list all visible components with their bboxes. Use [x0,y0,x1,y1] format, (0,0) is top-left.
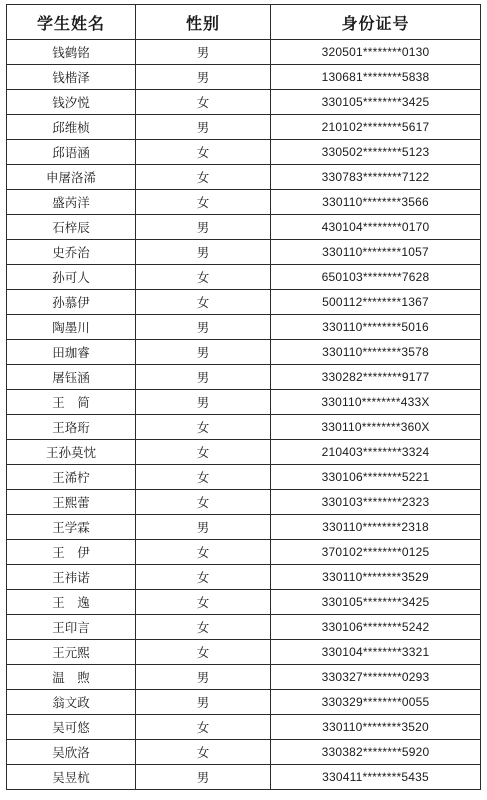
gender-cell: 女 [136,640,271,665]
gender-cell: 男 [136,240,271,265]
table-body [7,40,481,790]
table-row [7,90,481,115]
table-row [7,40,481,65]
gender-cell: 女 [136,415,271,440]
student-name-cell: 邱语涵 [7,140,136,165]
id-number-cell: 330110********3520 [271,715,481,740]
student-roster-sheet [6,4,480,790]
table-row [7,715,481,740]
table-row [7,215,481,240]
student-name-cell: 吴昱杭 [7,765,136,790]
gender-cell: 男 [136,390,271,415]
gender-cell: 男 [136,115,271,140]
student-name-cell: 王祎诺 [7,565,136,590]
student-name-cell: 田珈睿 [7,340,136,365]
table-row [7,165,481,190]
student-name-cell: 王孙莫忱 [7,440,136,465]
table-row [7,315,481,340]
gender-cell: 男 [136,215,271,240]
table-row [7,290,481,315]
id-number-cell: 330106********5242 [271,615,481,640]
table-row [7,240,481,265]
table-row [7,765,481,790]
table-row [7,390,481,415]
student-name-cell: 邱维桢 [7,115,136,140]
student-name-cell: 孙可人 [7,265,136,290]
header-student-name: 学生姓名 [7,5,136,40]
student-table [6,4,481,790]
student-name-cell: 王 简 [7,390,136,415]
table-row [7,65,481,90]
id-number-cell: 330411********5435 [271,765,481,790]
student-name-cell: 翁文政 [7,690,136,715]
table-row [7,265,481,290]
id-number-cell: 330110********2318 [271,515,481,540]
table-row [7,140,481,165]
gender-cell: 女 [136,290,271,315]
gender-cell: 男 [136,665,271,690]
gender-cell: 男 [136,65,271,90]
id-number-cell: 210102********5617 [271,115,481,140]
gender-cell: 男 [136,690,271,715]
id-number-cell: 330110********433X [271,390,481,415]
gender-cell: 男 [136,365,271,390]
student-name-cell: 钱汐悦 [7,90,136,115]
student-name-cell: 申屠洛浠 [7,165,136,190]
gender-cell: 男 [136,515,271,540]
student-name-cell: 钱楷泽 [7,65,136,90]
gender-cell: 女 [136,715,271,740]
student-name-cell: 史乔治 [7,240,136,265]
id-number-cell: 330105********3425 [271,90,481,115]
student-name-cell: 温 煦 [7,665,136,690]
id-number-cell: 330329********0055 [271,690,481,715]
table-row [7,640,481,665]
id-number-cell: 320501********0130 [271,40,481,65]
student-name-cell: 王浠柠 [7,465,136,490]
student-name-cell: 王熙蕾 [7,490,136,515]
table-row [7,340,481,365]
gender-cell: 女 [136,490,271,515]
id-number-cell: 330327********0293 [271,665,481,690]
gender-cell: 女 [136,465,271,490]
id-number-cell: 330382********5920 [271,740,481,765]
id-number-cell: 330110********3578 [271,340,481,365]
gender-cell: 女 [136,740,271,765]
id-number-cell: 330502********5123 [271,140,481,165]
id-number-cell: 330110********3529 [271,565,481,590]
student-name-cell: 孙慕伊 [7,290,136,315]
table-row [7,665,481,690]
id-number-cell: 370102********0125 [271,540,481,565]
student-name-cell: 王学霖 [7,515,136,540]
gender-cell: 男 [136,315,271,340]
student-name-cell: 屠钰涵 [7,365,136,390]
gender-cell: 女 [136,165,271,190]
gender-cell: 女 [136,190,271,215]
id-number-cell: 330103********2323 [271,490,481,515]
student-name-cell: 王印言 [7,615,136,640]
id-number-cell: 330110********1057 [271,240,481,265]
table-row [7,365,481,390]
id-number-cell: 330110********5016 [271,315,481,340]
gender-cell: 女 [136,540,271,565]
gender-cell: 男 [136,340,271,365]
table-row [7,190,481,215]
student-name-cell: 石梓辰 [7,215,136,240]
id-number-cell: 330105********3425 [271,590,481,615]
header-gender: 性别 [136,5,271,40]
gender-cell: 男 [136,765,271,790]
student-name-cell: 吴可悠 [7,715,136,740]
table-row [7,115,481,140]
gender-cell: 女 [136,565,271,590]
student-name-cell: 盛芮洋 [7,190,136,215]
table-row [7,540,481,565]
table-row [7,415,481,440]
id-number-cell: 650103********7628 [271,265,481,290]
gender-cell: 女 [136,615,271,640]
id-number-cell: 330110********360X [271,415,481,440]
student-name-cell: 王 伊 [7,540,136,565]
table-row [7,465,481,490]
table-row [7,565,481,590]
id-number-cell: 330104********3321 [271,640,481,665]
id-number-cell: 500112********1367 [271,290,481,315]
table-row [7,515,481,540]
header-id-number: 身份证号 [271,5,481,40]
table-row [7,440,481,465]
gender-cell: 男 [136,40,271,65]
student-name-cell: 王元熙 [7,640,136,665]
id-number-cell: 210403********3324 [271,440,481,465]
gender-cell: 女 [136,590,271,615]
table-row [7,490,481,515]
gender-cell: 女 [136,265,271,290]
student-name-cell: 陶墨川 [7,315,136,340]
gender-cell: 女 [136,90,271,115]
student-name-cell: 吴欣洛 [7,740,136,765]
id-number-cell: 330110********3566 [271,190,481,215]
table-row [7,690,481,715]
gender-cell: 女 [136,140,271,165]
student-name-cell: 王 逸 [7,590,136,615]
id-number-cell: 430104********0170 [271,215,481,240]
id-number-cell: 330106********5221 [271,465,481,490]
id-number-cell: 330783********7122 [271,165,481,190]
table-header-row [7,5,481,40]
table-row [7,740,481,765]
id-number-cell: 130681********5838 [271,65,481,90]
student-name-cell: 钱鹤铭 [7,40,136,65]
table-row [7,590,481,615]
student-name-cell: 王珞珩 [7,415,136,440]
id-number-cell: 330282********9177 [271,365,481,390]
table-row [7,615,481,640]
gender-cell: 女 [136,440,271,465]
